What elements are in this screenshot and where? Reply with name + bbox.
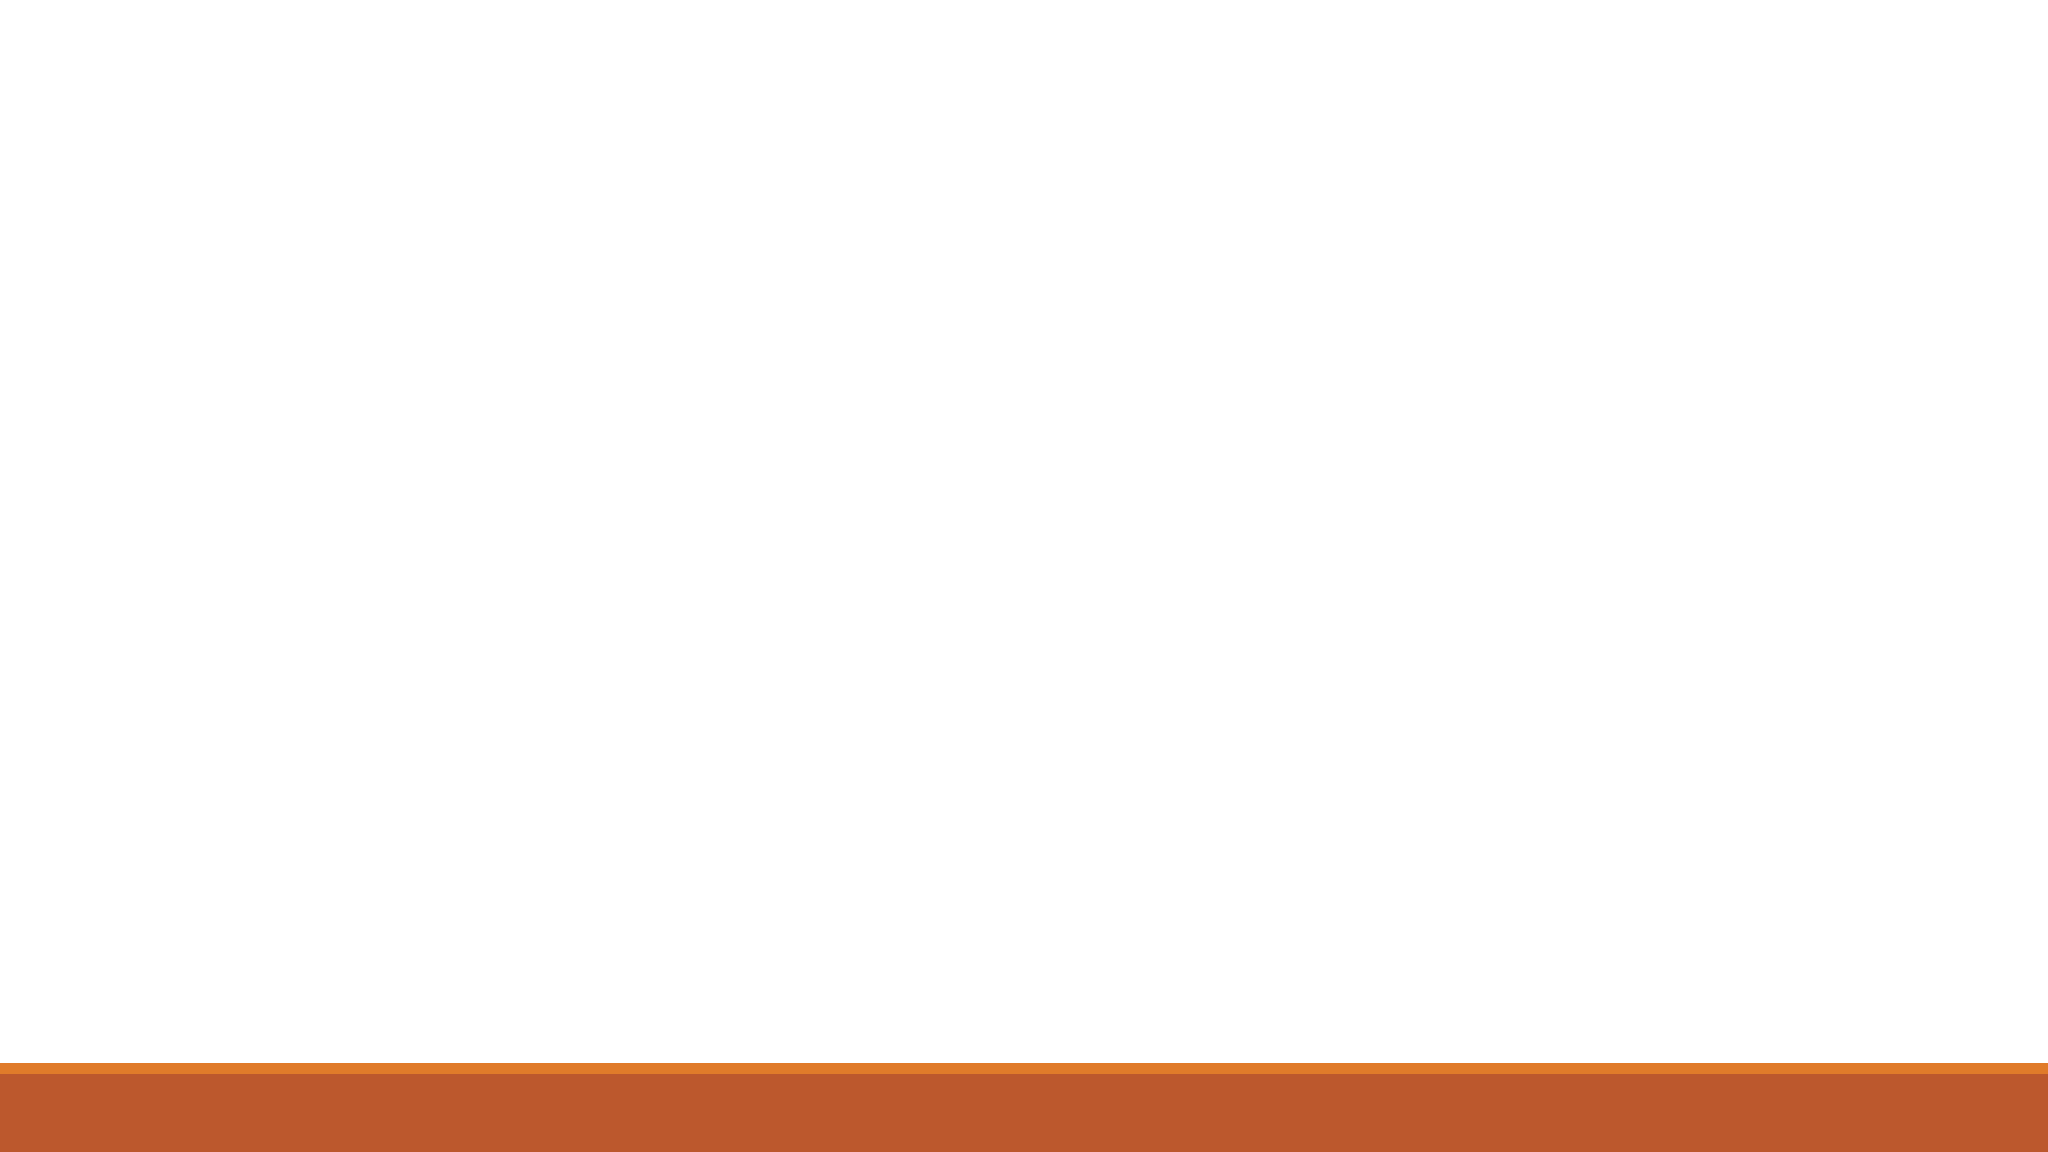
sub-list-item [180, 374, 2020, 435]
bullet-list [180, 252, 2020, 618]
list-item [180, 313, 2020, 374]
sub-list-item [180, 496, 2020, 557]
slide-title [0, 112, 2048, 202]
list-item [180, 252, 2020, 313]
footer-accent-stripe [0, 1063, 2048, 1074]
sub-list-item [180, 557, 2020, 618]
footer-bar [0, 1074, 2048, 1152]
sub-list-item [180, 435, 2020, 496]
